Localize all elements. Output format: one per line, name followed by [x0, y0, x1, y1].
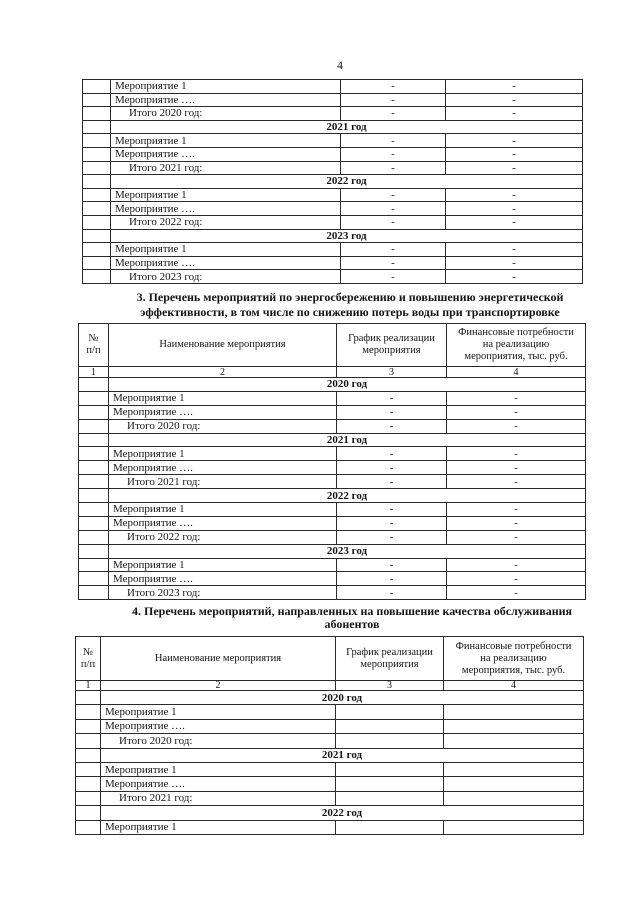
- row-number-cell: [79, 447, 109, 461]
- row-number-cell: [76, 691, 101, 705]
- section-3-title-line-1: 3. Перечень мероприятий по энергосбережению и повышению энергетической: [136, 290, 564, 304]
- year-row: [83, 175, 583, 189]
- measure-name-cell: Мероприятие ….: [109, 405, 337, 419]
- schedule-cell: [336, 777, 444, 791]
- header-row: [79, 324, 586, 367]
- year-row: [76, 806, 584, 820]
- year-cell: 2021 год: [109, 433, 586, 447]
- row-number-cell: [76, 719, 101, 733]
- finance-cell: -: [447, 530, 586, 544]
- measure-name-cell: Мероприятие ….: [109, 461, 337, 475]
- row-number-cell: [83, 256, 111, 270]
- total-row: [76, 791, 584, 805]
- table-row: [79, 516, 586, 530]
- total-label-cell: Итого 2022 год:: [109, 530, 337, 544]
- finance-cell: -: [446, 161, 583, 175]
- measure-name-cell: Мероприятие 1: [101, 705, 336, 719]
- schedule-cell: -: [341, 93, 446, 107]
- measures-table-continued: [82, 79, 583, 284]
- column-number-cell: 1: [76, 681, 101, 691]
- schedule-cell: -: [341, 161, 446, 175]
- schedule-cell: -: [337, 461, 447, 475]
- row-number-cell: [79, 419, 109, 433]
- column-number-cell: 3: [337, 367, 447, 378]
- total-label-cell: Итого 2021 год:: [109, 475, 337, 489]
- schedule-cell: -: [341, 80, 446, 94]
- year-cell: 2020 год: [101, 691, 584, 705]
- finance-cell: -: [447, 572, 586, 586]
- year-cell: 2020 год: [109, 378, 586, 392]
- finance-cell: [444, 762, 584, 776]
- schedule-cell: [336, 705, 444, 719]
- row-number-cell: [79, 489, 109, 503]
- table-row: [76, 820, 584, 834]
- header-name-cell: Наименование мероприятия: [101, 637, 336, 681]
- year-cell: 2021 год: [111, 120, 583, 134]
- header-num-cell: № п/п: [76, 637, 101, 681]
- section-4-title-line-1: 4. Перечень мероприятий, направленных на повышение качества обслуживания: [131, 604, 573, 618]
- row-number-cell: [83, 243, 111, 257]
- schedule-cell: [336, 820, 444, 834]
- year-row: [76, 691, 584, 705]
- measure-name-cell: Мероприятие ….: [111, 147, 341, 161]
- row-number-cell: [79, 475, 109, 489]
- schedule-cell: -: [341, 202, 446, 216]
- table-row: [83, 80, 583, 94]
- total-label-cell: Итого 2023 год:: [111, 270, 341, 284]
- row-number-cell: [83, 80, 111, 94]
- schedule-cell: -: [341, 243, 446, 257]
- measure-name-cell: Мероприятие 1: [111, 243, 341, 257]
- finance-cell: [444, 820, 584, 834]
- section-3-title-line-2: эффективности, в том числе по снижению потерь воды при транспортировке: [140, 305, 560, 319]
- total-row: [83, 270, 583, 284]
- column-number-cell: 2: [109, 367, 337, 378]
- measure-name-cell: Мероприятие ….: [101, 719, 336, 733]
- table-row: [76, 705, 584, 719]
- schedule-cell: -: [337, 391, 447, 405]
- row-number-cell: [83, 161, 111, 175]
- table-row: [79, 558, 586, 572]
- measure-name-cell: Мероприятие ….: [111, 256, 341, 270]
- column-number-cell: 1: [79, 367, 109, 378]
- total-label-cell: Итого 2021 год:: [101, 791, 336, 805]
- header-finance-cell: Финансовые потребности на реализацию мероприятия, тыс. руб.: [447, 324, 586, 367]
- table-row: [76, 777, 584, 791]
- row-number-cell: [76, 806, 101, 820]
- header-schedule-cell: График реализации мероприятия: [337, 324, 447, 367]
- row-number-cell: [79, 433, 109, 447]
- row-number-cell: [79, 461, 109, 475]
- row-number-cell: [76, 777, 101, 791]
- year-row: [83, 229, 583, 243]
- total-label-cell: Итого 2022 год:: [111, 215, 341, 229]
- total-row: [83, 161, 583, 175]
- finance-cell: [444, 777, 584, 791]
- year-row: [79, 544, 586, 558]
- schedule-cell: -: [337, 475, 447, 489]
- header-num-cell: № п/п: [79, 324, 109, 367]
- table-row: [83, 147, 583, 161]
- table-row: [79, 572, 586, 586]
- total-label-cell: Итого 2023 год:: [109, 586, 337, 600]
- measure-name-cell: Мероприятие ….: [111, 202, 341, 216]
- finance-cell: -: [446, 202, 583, 216]
- row-number-cell: [76, 705, 101, 719]
- schedule-cell: -: [341, 107, 446, 121]
- finance-cell: -: [446, 107, 583, 121]
- column-number-row: [76, 681, 584, 691]
- finance-cell: [444, 705, 584, 719]
- row-number-cell: [83, 147, 111, 161]
- row-number-cell: [79, 391, 109, 405]
- column-number-cell: 3: [336, 681, 444, 691]
- row-number-cell: [79, 405, 109, 419]
- table-row: [83, 134, 583, 148]
- finance-cell: [444, 734, 584, 748]
- header-row: [76, 637, 584, 681]
- year-row: [76, 748, 584, 762]
- finance-cell: -: [446, 134, 583, 148]
- row-number-cell: [79, 378, 109, 392]
- schedule-cell: -: [341, 134, 446, 148]
- finance-cell: -: [447, 558, 586, 572]
- measure-name-cell: Мероприятие ….: [109, 572, 337, 586]
- year-cell: 2022 год: [101, 806, 584, 820]
- total-row: [79, 530, 586, 544]
- total-label-cell: Итого 2020 год:: [101, 734, 336, 748]
- table-row: [83, 93, 583, 107]
- finance-cell: -: [447, 503, 586, 517]
- row-number-cell: [79, 544, 109, 558]
- row-number-cell: [76, 748, 101, 762]
- table-row: [76, 719, 584, 733]
- schedule-cell: -: [337, 447, 447, 461]
- measure-name-cell: Мероприятие 1: [111, 80, 341, 94]
- header-name-cell: Наименование мероприятия: [109, 324, 337, 367]
- measure-name-cell: Мероприятие ….: [109, 516, 337, 530]
- schedule-cell: -: [341, 270, 446, 284]
- schedule-cell: -: [341, 256, 446, 270]
- row-number-cell: [83, 215, 111, 229]
- schedule-cell: -: [337, 586, 447, 600]
- energy-saving-measures-table: [78, 323, 586, 600]
- column-number-cell: 2: [101, 681, 336, 691]
- finance-cell: -: [446, 147, 583, 161]
- column-number-row: [79, 367, 586, 378]
- row-number-cell: [79, 572, 109, 586]
- finance-cell: [444, 791, 584, 805]
- total-row: [83, 107, 583, 121]
- table-row: [83, 243, 583, 257]
- schedule-cell: -: [341, 215, 446, 229]
- row-number-cell: [79, 558, 109, 572]
- finance-cell: -: [447, 475, 586, 489]
- total-label-cell: Итого 2020 год:: [111, 107, 341, 121]
- measure-name-cell: Мероприятие 1: [109, 558, 337, 572]
- row-number-cell: [79, 586, 109, 600]
- column-number-cell: 4: [447, 367, 586, 378]
- finance-cell: -: [447, 516, 586, 530]
- measure-name-cell: Мероприятие 1: [101, 762, 336, 776]
- schedule-cell: -: [337, 503, 447, 517]
- table-row: [79, 461, 586, 475]
- row-number-cell: [83, 270, 111, 284]
- schedule-cell: -: [337, 405, 447, 419]
- column-number-cell: 4: [444, 681, 584, 691]
- finance-cell: -: [446, 270, 583, 284]
- total-row: [76, 734, 584, 748]
- schedule-cell: [336, 762, 444, 776]
- schedule-cell: [336, 734, 444, 748]
- schedule-cell: -: [341, 188, 446, 202]
- schedule-cell: -: [337, 419, 447, 433]
- schedule-cell: -: [337, 572, 447, 586]
- year-cell: 2022 год: [111, 175, 583, 189]
- schedule-cell: -: [337, 516, 447, 530]
- finance-cell: -: [446, 93, 583, 107]
- row-number-cell: [79, 516, 109, 530]
- finance-cell: -: [446, 256, 583, 270]
- finance-cell: -: [447, 586, 586, 600]
- year-cell: 2022 год: [109, 489, 586, 503]
- section-4-title-line-2: абонентов: [324, 617, 380, 631]
- row-number-cell: [83, 120, 111, 134]
- row-number-cell: [76, 734, 101, 748]
- year-row: [79, 489, 586, 503]
- table-row: [79, 447, 586, 461]
- measure-name-cell: Мероприятие 1: [111, 188, 341, 202]
- schedule-cell: -: [337, 530, 447, 544]
- row-number-cell: [83, 188, 111, 202]
- section-4-heading: [82, 605, 622, 631]
- total-row: [83, 215, 583, 229]
- measure-name-cell: Мероприятие 1: [109, 391, 337, 405]
- total-row: [79, 475, 586, 489]
- schedule-cell: -: [341, 147, 446, 161]
- row-number-cell: [83, 93, 111, 107]
- schedule-cell: [336, 719, 444, 733]
- row-number-cell: [83, 175, 111, 189]
- year-cell: 2023 год: [111, 229, 583, 243]
- year-cell: 2021 год: [101, 748, 584, 762]
- section-3-heading: [80, 290, 620, 320]
- finance-cell: -: [446, 80, 583, 94]
- row-number-cell: [83, 107, 111, 121]
- total-label-cell: Итого 2020 год:: [109, 419, 337, 433]
- finance-cell: -: [447, 447, 586, 461]
- header-schedule-cell: График реализации мероприятия: [336, 637, 444, 681]
- row-number-cell: [76, 791, 101, 805]
- table-row: [79, 391, 586, 405]
- year-row: [79, 433, 586, 447]
- finance-cell: -: [447, 419, 586, 433]
- measure-name-cell: Мероприятие ….: [101, 777, 336, 791]
- service-quality-measures-table: [75, 636, 584, 835]
- row-number-cell: [76, 762, 101, 776]
- row-number-cell: [79, 530, 109, 544]
- row-number-cell: [83, 202, 111, 216]
- measure-name-cell: Мероприятие 1: [109, 447, 337, 461]
- row-number-cell: [83, 134, 111, 148]
- measure-name-cell: Мероприятие 1: [109, 503, 337, 517]
- finance-cell: -: [446, 243, 583, 257]
- table-row: [79, 405, 586, 419]
- year-cell: 2023 год: [109, 544, 586, 558]
- measure-name-cell: Мероприятие 1: [111, 134, 341, 148]
- row-number-cell: [76, 820, 101, 834]
- table-row: [83, 256, 583, 270]
- finance-cell: -: [447, 461, 586, 475]
- measure-name-cell: Мероприятие 1: [101, 820, 336, 834]
- page-number: 4: [337, 58, 343, 72]
- measure-name-cell: Мероприятие ….: [111, 93, 341, 107]
- row-number-cell: [79, 503, 109, 517]
- row-number-cell: [83, 229, 111, 243]
- total-row: [79, 419, 586, 433]
- table-row: [83, 188, 583, 202]
- table-row: [79, 503, 586, 517]
- year-row: [83, 120, 583, 134]
- finance-cell: -: [447, 391, 586, 405]
- schedule-cell: -: [337, 558, 447, 572]
- schedule-cell: [336, 791, 444, 805]
- finance-cell: [444, 719, 584, 733]
- finance-cell: -: [446, 188, 583, 202]
- total-row: [79, 586, 586, 600]
- finance-cell: -: [447, 405, 586, 419]
- total-label-cell: Итого 2021 год:: [111, 161, 341, 175]
- table-row: [76, 762, 584, 776]
- table-row: [83, 202, 583, 216]
- year-row: [79, 378, 586, 392]
- finance-cell: -: [446, 215, 583, 229]
- header-finance-cell: Финансовые потребности на реализацию мероприятия, тыс. руб.: [444, 637, 584, 681]
